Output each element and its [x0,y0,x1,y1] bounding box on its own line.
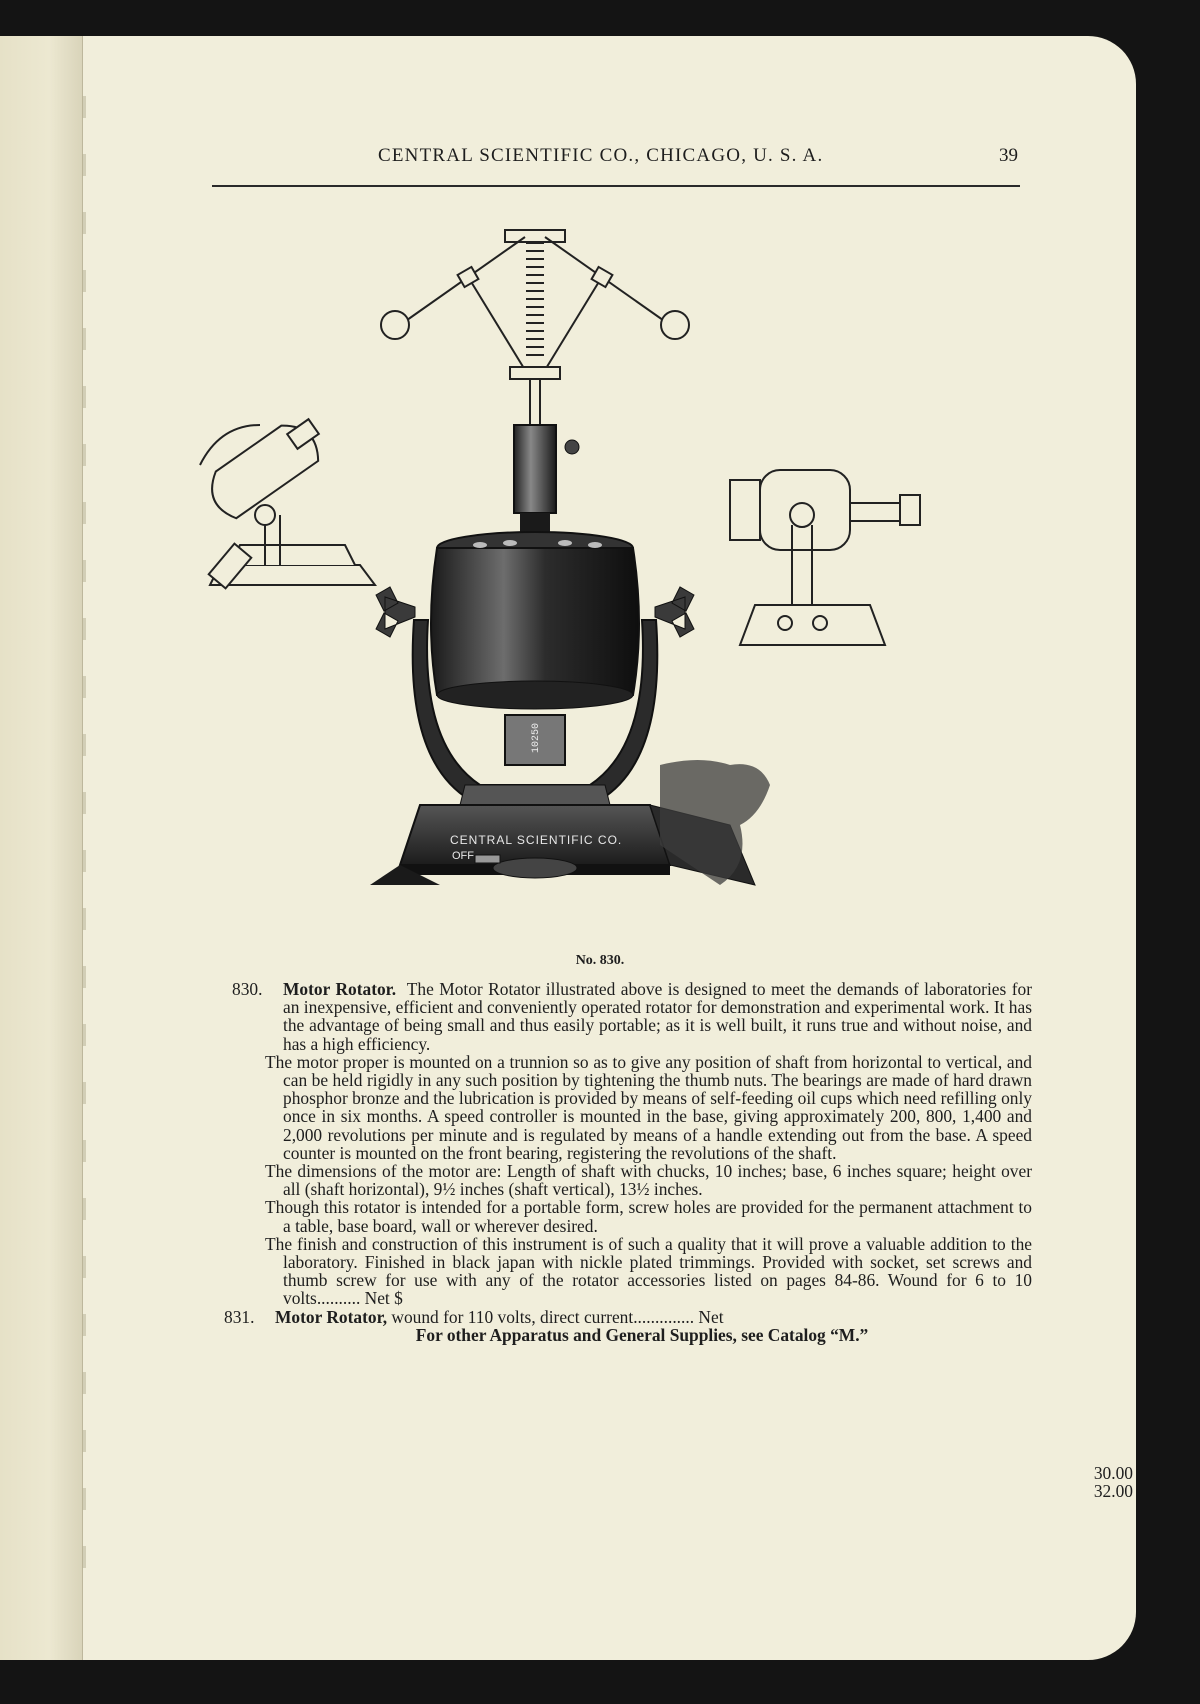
horizontal-rotator-view [730,470,920,645]
running-header [212,145,1020,187]
binding-stitches [82,96,86,1596]
left-thumb-nut [376,587,415,637]
header-title: CENTRAL SCIENTIFIC CO., CHICAGO, U. S. A. [378,145,824,166]
paragraph-1: The Motor Rotator illustrated above is designed to meet the demands of laboratories for an inexpensive, efficient and conveniently operated rotator for demonstration and experimental work. It has the advantage of being small and thus easily portable; as it is well built, it runs true and without noise, and has a high efficiency. [283,979,1032,1054]
footer-note: For other Apparatus and General Supplies, see Catalog “M.” [415,1324,869,1345]
item-number-830: 830. [232,979,263,999]
chuck [514,425,556,513]
price-831: 32.00 [1093,1481,1133,1502]
figure-caption: No. 830. [575,953,625,968]
page-number: 39 [999,145,1018,166]
motor-drum [431,532,639,709]
right-thumb-nut [655,587,694,637]
left-page-edge [0,36,83,1660]
item-831 [224,1306,1032,1327]
angled-rotator-view [200,415,375,588]
price-column [1078,1464,1133,1500]
paragraph-5 [232,1235,1032,1308]
item-name-831: Motor Rotator, [275,1306,388,1327]
svg-text:OFF: OFF [452,850,474,862]
paragraph-4: Though this rotator is intended for a portable form, screw holes are provided for the permanent attachment to a table, base board, wall or wherever desired. [265,1197,1032,1236]
item-description [224,979,1032,1345]
governor-attachment [381,230,689,425]
price-830: 30.00 [1093,1463,1133,1483]
paragraph-3: The dimensions of the motor are: Length of shaft with chucks, 10 inches; base, 6 inches square; height over all (shaft horizontal), 9½ inches (shaft vertical), 13½ inches. [265,1161,1032,1200]
item-831-text: wound for 110 volts, direct current.............. Net [391,1306,724,1327]
svg-text:CENTRAL SCIENTIFIC CO.: CENTRAL SCIENTIFIC CO. [450,833,623,847]
paragraph-2: The motor proper is mounted on a trunnion so as to give any position of shaft from horizontal to vertical, and can be held rigidly in any such position by tightening the thumb nuts. The bearings are made of hard drawn phosphor bronze and the lubrication is provided by means of self-feeding oil cups which need refilling only once in six months. A speed controller is mounted in the base, giving approximately 200, 800, 1,400 and 2,000 revolutions per minute and is regulated by means of a handle extending out from the base. A speed counter is mounted on the front bearing, registering the revolutions of the shaft. [265,1051,1032,1163]
item-name-830: Motor Rotator. [283,979,397,999]
paragraph-5-text: The finish and construction of this instrument is of such a quality that it will prove a valuable addition to the laboratory. Finished in black japan with nickle plated trimmings. Provided with socket, set screws and thumb screw for use with any of the rotator accessories listed on pages 84-86. Wound for 6 to 10 volts.......... Net $ [265,1233,1032,1309]
paragraph-intro [232,980,1032,1053]
item-number-831: 831. [224,1306,255,1327]
motor-rotator-illustration [180,225,1040,965]
svg-text:10250: 10250 [531,722,542,753]
